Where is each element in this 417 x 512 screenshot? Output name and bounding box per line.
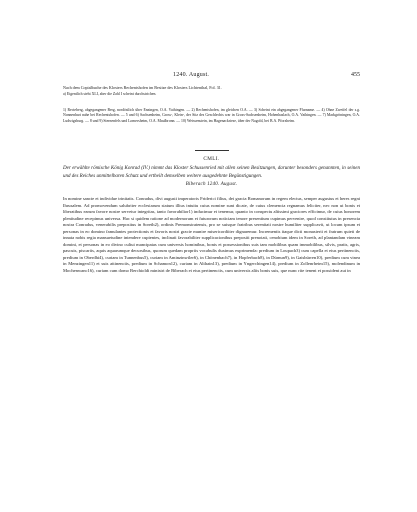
footnote-block: 1) Recteberg, abgegangener Berg, nordöstlich über Enzingen, O.A. Vaihingen. — 2) Rechentshofen, im gleichen O.A. — 3) Scheint ein abgegangener Flurname. — 4) Ohne Zweifel der s.g. Nonnenhart nahe bei Rechentshofen. — 5 und 6) Sachsenheim, Gross-, Klein-, der Sitz des Geschlechts war in Gross-Sachsenheim, Hohenhaslach, O.A. Vaihingen. — 7) Markgröningen, O.A. Ludwigsburg. — 8 und 9) Sternenfels und Lomersheim, O.A. Maulbronn. — 10) Weissenstein, im Hagenackriese, über der Nagold, bei B.A. Pforzheim.: [63, 107, 360, 123]
body-paragraph: In nomine sancte et individue trinitatis. Conradus, divi augusti imperatoris Friderici filius, dei gracia Romanorum in regem electus, semper augustus et heres regni Ihrusalem. Ad promovendum salubriter ecclesiarum statum illius intuitu cuius nomine sunt dicate, de cuius clemencia regnamus feliciter, nec non ut bonis et liberatibus earum favore nostre serveiur integritas, tanto favorabilior1) inducimur et tenemur, quanto in conspectu altissimi graciores efficimur, de cuius honorem plenitudine recepimus universa. Hac si quidem ratione ad modernorum et futurorum noticiam tenore presentium cupimus pervenire, quod constitutus in presencia nostra Conradus, venerabilis prepositus in Soreth2), ordinis Premonstratensis, pro se suisque fratribus serenitati nostre humiliter supplicavit, ut locum ipsum et personas in eo domino famulantes protectionis et favoris nostri gracie munire misericordiiter dignaremur. Incrementis itaque dicti monasterii et fratrum quieti de innata nobis regia mansuetudine intendere cupientes, inclinati favorabiliter supplicacionibus prepositi prenotati, cenobium idem in Soreth, ad plantandam vineam domini, et personas in eo divino cultui mancipatas cum universis hominibus, bonis et possessionibus suis tam mobilibus quam immobilibus, silvis, pratis, agris, pascuis, piscariis, aquis aquarumque decursibus, quorum quedam propriis vocabulis duximus exprimenda: predium in Loupach3) cum capella et eius pertinenciis, predium in Oberdhi4), curiam in Tunnenbus5), curiam in Aminzinwiler6), in Chönenbach7), in Hopferbach8), in Dürnun9), in Gaisbürren10), predium cum vinea in Menzingen11) et suis attinenciis, predium in Schamon12), curiam in Althain13), predium in Yngerchingen14), predium in Zollenrheim15), molendinum in Mochenwanc16), curiam cum domo Berchioldi ministri de Biberach et eius pertinenciis, cum universis aliis bonis suis, que nunc rite tenent et possident aut in: [63, 196, 360, 273]
document-body: [63, 196, 360, 274]
running-head: [63, 70, 360, 80]
textual-note: a) Eigentlich steht XLI, aber die Zahl I scheint durchstrichen.: [63, 92, 157, 96]
running-title: 1240. August.: [173, 72, 210, 78]
page-number: 455: [351, 72, 360, 78]
summary-text: Der erwählte römische König Konrad (IV.) nimmt das Kloster Schussenried mit allen seinen Besitzungen, darunter besonders genannten, in seinen und des Reiches unmittelbaren Schutz und ertheilt demselben weitere ausgedehnte Begünstigungen.: [63, 166, 360, 179]
document-summary: [63, 165, 360, 180]
source-note: Nach dem Copialbuche des Klosters Rechentshofen im Besitze des Klosters Lichtenthal, Fol. 31.: [63, 85, 222, 90]
document-number: CMLI.: [203, 156, 220, 163]
document-dateline: Biberach 1240. August.: [185, 182, 238, 188]
footnotes: [63, 108, 360, 125]
section-divider: [195, 150, 229, 151]
